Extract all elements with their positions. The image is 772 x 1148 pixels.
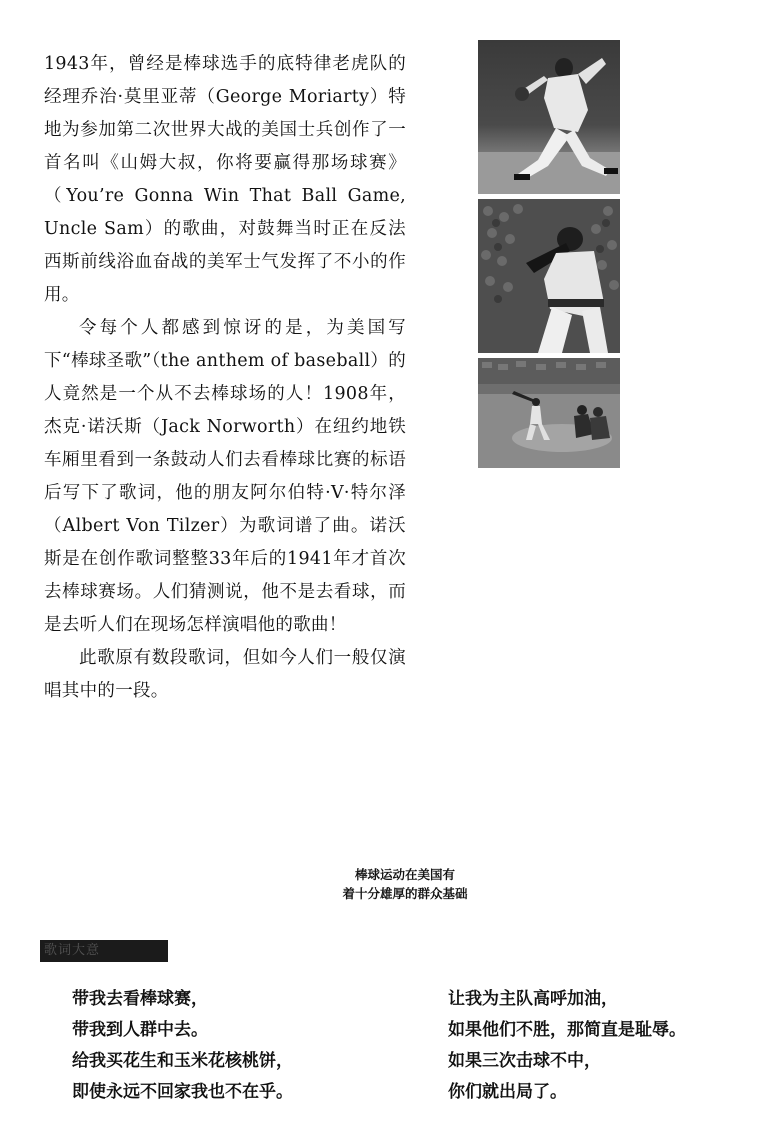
lyrics-left-column [72,984,293,1108]
paragraph-1: 1943年，曾经是棒球选手的底特律老虎队的经理乔治·莫里亚蒂（George Moriarty）特地为参加第二次世界大战的美国士兵创作了一首名叫《山姆大叔，你将要赢得那场球赛》（You’re Gonna Win That Ball Game, Uncle Sam）的歌曲，对鼓舞当时正在反法西斯前线浴血奋战的美军士气发挥了不小的作用。 [44,54,406,305]
lyric-line: 你们就出局了。 [448,1082,567,1102]
lyric-line: 给我买花生和玉米花核桃饼， [72,1051,293,1071]
photo-column [478,40,620,473]
lyrics-section-header [40,940,168,962]
caption-line-2: 着十分雄厚的群众基础 [342,886,468,901]
lyric-line: 如果他们不胜，那简直是耻辱。 [448,1020,686,1040]
paragraph-3: 此歌原有数段歌词，但如今人们一般仅演唱其中的一段。 [44,648,406,701]
lyric-line: 带我到人群中去。 [72,1020,208,1040]
lyric-line: 让我为主队高呼加油， [448,989,618,1009]
batting-field-photo [478,358,620,468]
photo-caption [300,865,510,903]
article-body [44,48,406,708]
caption-line-1: 棒球运动在美国有 [354,867,455,882]
batter-photo [478,199,620,353]
lyric-line: 带我去看棒球赛， [72,989,208,1009]
paragraph-2: 令每个人都感到惊讶的是，为美国写下“棒球圣歌”（the anthem of baseball）的人竟然是一个从不去棒球场的人！1908年，杰克·诺沃斯（Jack Norworth）在纽约地铁车厢里看到一条鼓动人们去看棒球比赛的标语后写下了歌词，他的朋友阿尔伯特·V·特尔泽（Albert Von Tilzer）为歌词谱了曲。诺沃斯是在创作歌词整整33年后的1941年才首次去棒球赛场。人们猜测说，他不是去看球，而是去听人们在现场怎样演唱他的歌曲！ [44,318,406,635]
lyric-line: 即使永远不回家我也不在乎。 [72,1082,293,1102]
lyric-line: 如果三次击球不中， [448,1051,601,1071]
lyrics-right-column [448,984,686,1108]
lyrics-header-label: 歌词大意 [44,943,101,958]
pitcher-photo [478,40,620,194]
